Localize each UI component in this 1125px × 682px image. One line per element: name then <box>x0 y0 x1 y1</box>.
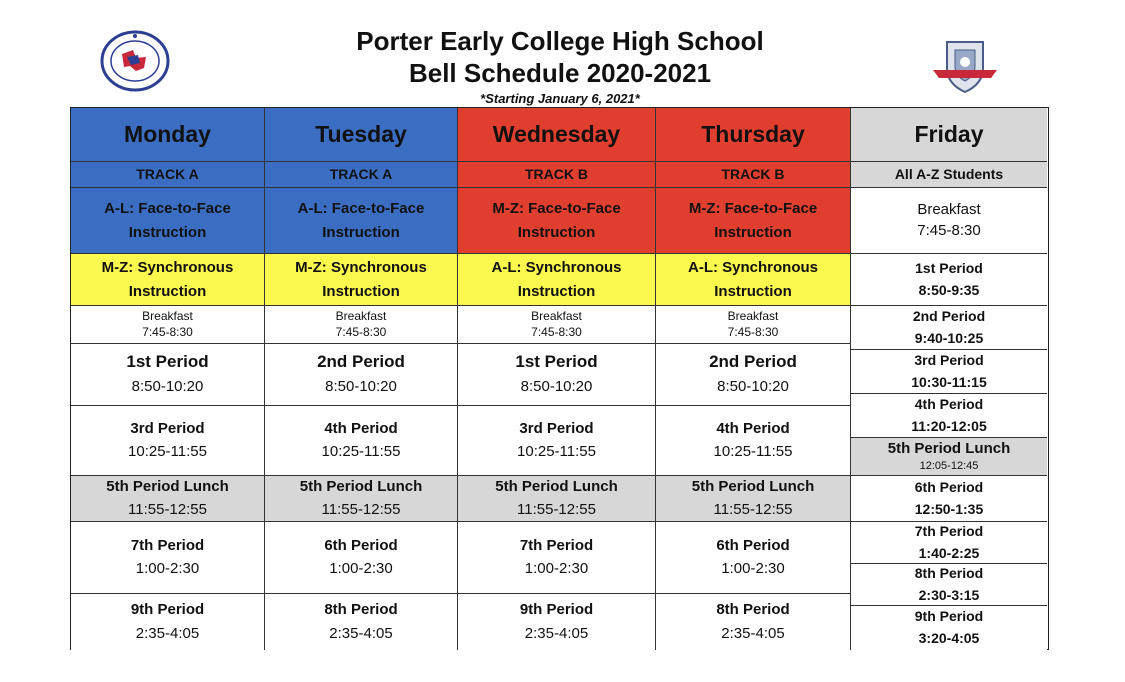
period-time: 11:20-12:05 <box>911 417 987 434</box>
period-block <box>656 406 851 476</box>
period-label: 8th Period <box>716 601 790 619</box>
period-label: 9th Period <box>914 608 984 625</box>
lunch-label: 5th Period Lunch <box>106 477 229 495</box>
school-name-title: Porter Early College High School <box>356 26 764 56</box>
period-time: 8:50-10:20 <box>325 378 397 396</box>
track-text: TRACK B <box>525 166 588 183</box>
synchronous-group: M-Z: Synchronous <box>295 258 427 276</box>
lunch-block <box>71 476 265 522</box>
period-label: 7th Period <box>130 536 205 554</box>
period-time: 3:20-4:05 <box>918 630 980 646</box>
breakfast-block <box>458 306 656 344</box>
day-header-tuesday <box>265 108 458 162</box>
breakfast-label: Breakfast <box>335 308 387 323</box>
lunch-time: 11:55-12:55 <box>321 501 401 518</box>
face-to-face-group: M-Z: Face-to-Face <box>492 199 621 217</box>
synchronous-group: A-L: Synchronous <box>491 258 622 276</box>
face-to-face-block <box>458 188 656 254</box>
period-block <box>656 594 851 650</box>
period-block <box>851 306 1047 350</box>
face-to-face-group: A-L: Face-to-Face <box>297 199 425 217</box>
period-block <box>656 522 851 594</box>
breakfast-time: 7:45-8:30 <box>531 324 582 339</box>
period-label: 2nd Period <box>317 352 405 372</box>
period-label: 6th Period <box>716 536 790 554</box>
period-block <box>71 594 265 650</box>
day-name: Thursday <box>701 120 805 147</box>
period-time: 2:35-4:05 <box>721 624 785 642</box>
period-label: 6th Period <box>914 478 984 495</box>
period-block <box>656 344 851 406</box>
breakfast-block <box>851 188 1047 254</box>
synchronous-block <box>265 254 458 306</box>
period-label: 9th Period <box>130 601 205 619</box>
period-label: 2nd Period <box>912 307 986 324</box>
period-label: 8th Period <box>324 601 398 619</box>
lunch-label: 5th Period Lunch <box>691 477 815 495</box>
period-time: 2:35-4:05 <box>329 624 393 642</box>
lunch-time: 11:55-12:55 <box>128 501 207 518</box>
period-label: 3rd Period <box>130 419 205 437</box>
lunch-label: 5th Period Lunch <box>887 439 1011 457</box>
face-to-face-block <box>265 188 458 254</box>
track-text: TRACK A <box>136 166 199 183</box>
day-header-monday <box>71 108 265 162</box>
period-label: 3rd Period <box>519 419 594 437</box>
face-to-face-instruction: Instruction <box>714 223 792 241</box>
face-to-face-instruction: Instruction <box>128 223 207 241</box>
period-block <box>851 522 1047 564</box>
tuesday-column <box>265 108 458 649</box>
synchronous-group: M-Z: Synchronous <box>101 258 234 276</box>
synchronous-block <box>656 254 851 306</box>
breakfast-time: 7:45-8:30 <box>142 324 193 339</box>
school-seal-logo <box>100 30 170 92</box>
period-label: 1st Period <box>915 259 983 276</box>
day-name: Tuesday <box>315 120 407 147</box>
period-label: 1st Period <box>515 352 598 372</box>
track-label <box>656 162 851 188</box>
day-name: Wednesday <box>492 120 621 147</box>
period-time: 2:35-4:05 <box>524 624 589 642</box>
period-block <box>851 254 1047 306</box>
period-block <box>265 522 458 594</box>
breakfast-block <box>265 306 458 344</box>
lunch-label: 5th Period Lunch <box>299 477 423 495</box>
synchronous-group: A-L: Synchronous <box>688 258 818 276</box>
period-label: 6th Period <box>324 536 398 554</box>
day-header-thursday <box>656 108 851 162</box>
period-block <box>851 564 1047 606</box>
lunch-block <box>458 476 656 522</box>
period-block <box>851 350 1047 394</box>
breakfast-label: Breakfast <box>727 308 779 323</box>
period-label: 4th Period <box>716 419 790 437</box>
period-time: 10:25-11:55 <box>128 443 207 460</box>
period-time: 1:40-2:25 <box>918 544 980 561</box>
lunch-block <box>265 476 458 522</box>
period-time: 1:00-2:30 <box>524 560 589 577</box>
day-header-friday <box>851 108 1047 162</box>
synchronous-block <box>458 254 656 306</box>
track-label <box>71 162 265 188</box>
breakfast-time: 7:45-8:30 <box>917 221 981 239</box>
period-label: 4th Period <box>324 419 398 437</box>
breakfast-block <box>656 306 851 344</box>
lunch-time: 11:55-12:55 <box>517 501 596 518</box>
period-label: 8th Period <box>914 564 984 581</box>
school-crest-logo <box>925 36 1005 96</box>
period-time: 9:40-10:25 <box>914 329 984 346</box>
synchronous-instruction: Instruction <box>714 282 792 300</box>
face-to-face-instruction: Instruction <box>322 223 400 241</box>
synchronous-instruction: Instruction <box>128 282 207 300</box>
period-time: 2:30-3:15 <box>918 586 980 603</box>
lunch-block <box>656 476 851 522</box>
period-time: 1:00-2:30 <box>135 560 200 577</box>
period-label: 4th Period <box>914 395 984 412</box>
thursday-column <box>656 108 851 649</box>
period-time: 8:50-9:35 <box>918 281 980 298</box>
period-block <box>71 406 265 476</box>
period-time: 10:25-11:55 <box>517 443 596 460</box>
bell-schedule-table <box>70 107 1049 650</box>
track-label <box>851 162 1047 188</box>
day-name: Monday <box>124 120 211 147</box>
breakfast-label: Breakfast <box>531 308 582 323</box>
face-to-face-group: A-L: Face-to-Face <box>104 199 231 217</box>
period-block <box>71 522 265 594</box>
friday-column <box>851 108 1047 649</box>
face-to-face-group: M-Z: Face-to-Face <box>688 199 818 217</box>
period-label: 9th Period <box>519 601 594 619</box>
period-block <box>265 406 458 476</box>
period-time: 10:25-11:55 <box>713 443 793 460</box>
synchronous-instruction: Instruction <box>322 282 400 300</box>
period-label: 2nd Period <box>709 352 797 372</box>
period-time: 1:00-2:30 <box>329 560 393 577</box>
schedule-title: Bell Schedule 2020-2021 <box>408 58 712 88</box>
period-label: 1st Period <box>126 352 209 372</box>
period-block <box>851 394 1047 438</box>
wednesday-column <box>458 108 656 649</box>
period-time: 10:25-11:55 <box>321 443 401 460</box>
period-time: 8:50-10:20 <box>131 378 204 396</box>
period-block <box>458 522 656 594</box>
track-text: All A-Z Students <box>894 166 1004 183</box>
day-header-wednesday <box>458 108 656 162</box>
start-date-note: *Starting January 6, 2021* <box>480 91 640 106</box>
lunch-time: 11:55-12:55 <box>713 501 793 518</box>
day-name: Friday <box>914 120 984 147</box>
breakfast-time: 7:45-8:30 <box>335 324 387 339</box>
period-time: 2:35-4:05 <box>135 624 200 642</box>
breakfast-label: Breakfast <box>142 308 193 323</box>
period-block <box>265 594 458 650</box>
track-label <box>265 162 458 188</box>
period-time: 8:50-10:20 <box>520 378 593 396</box>
track-label <box>458 162 656 188</box>
period-block <box>851 476 1047 522</box>
track-text: TRACK B <box>721 166 785 183</box>
track-text: TRACK A <box>329 166 393 183</box>
period-time: 8:50-10:20 <box>717 378 789 396</box>
page-header <box>0 0 1125 108</box>
period-block <box>458 406 656 476</box>
period-block <box>851 606 1047 650</box>
period-label: 7th Period <box>914 522 984 539</box>
lunch-block <box>851 438 1047 476</box>
face-to-face-block <box>656 188 851 254</box>
lunch-label: 5th Period Lunch <box>495 477 618 495</box>
synchronous-block <box>71 254 265 306</box>
breakfast-block <box>71 306 265 344</box>
period-block <box>458 594 656 650</box>
period-time: 10:30-11:15 <box>911 373 987 390</box>
period-time: 12:50-1:35 <box>914 500 984 517</box>
synchronous-instruction: Instruction <box>517 282 596 300</box>
face-to-face-block <box>71 188 265 254</box>
period-label: 3rd Period <box>914 351 984 368</box>
period-block <box>71 344 265 406</box>
period-label: 7th Period <box>519 536 594 554</box>
monday-column <box>71 108 265 649</box>
breakfast-label: Breakfast <box>917 201 981 219</box>
period-block <box>265 344 458 406</box>
period-block <box>458 344 656 406</box>
period-time: 1:00-2:30 <box>721 560 785 577</box>
breakfast-time: 7:45-8:30 <box>727 324 779 339</box>
face-to-face-instruction: Instruction <box>517 223 596 241</box>
lunch-time: 12:05-12:45 <box>919 460 979 473</box>
